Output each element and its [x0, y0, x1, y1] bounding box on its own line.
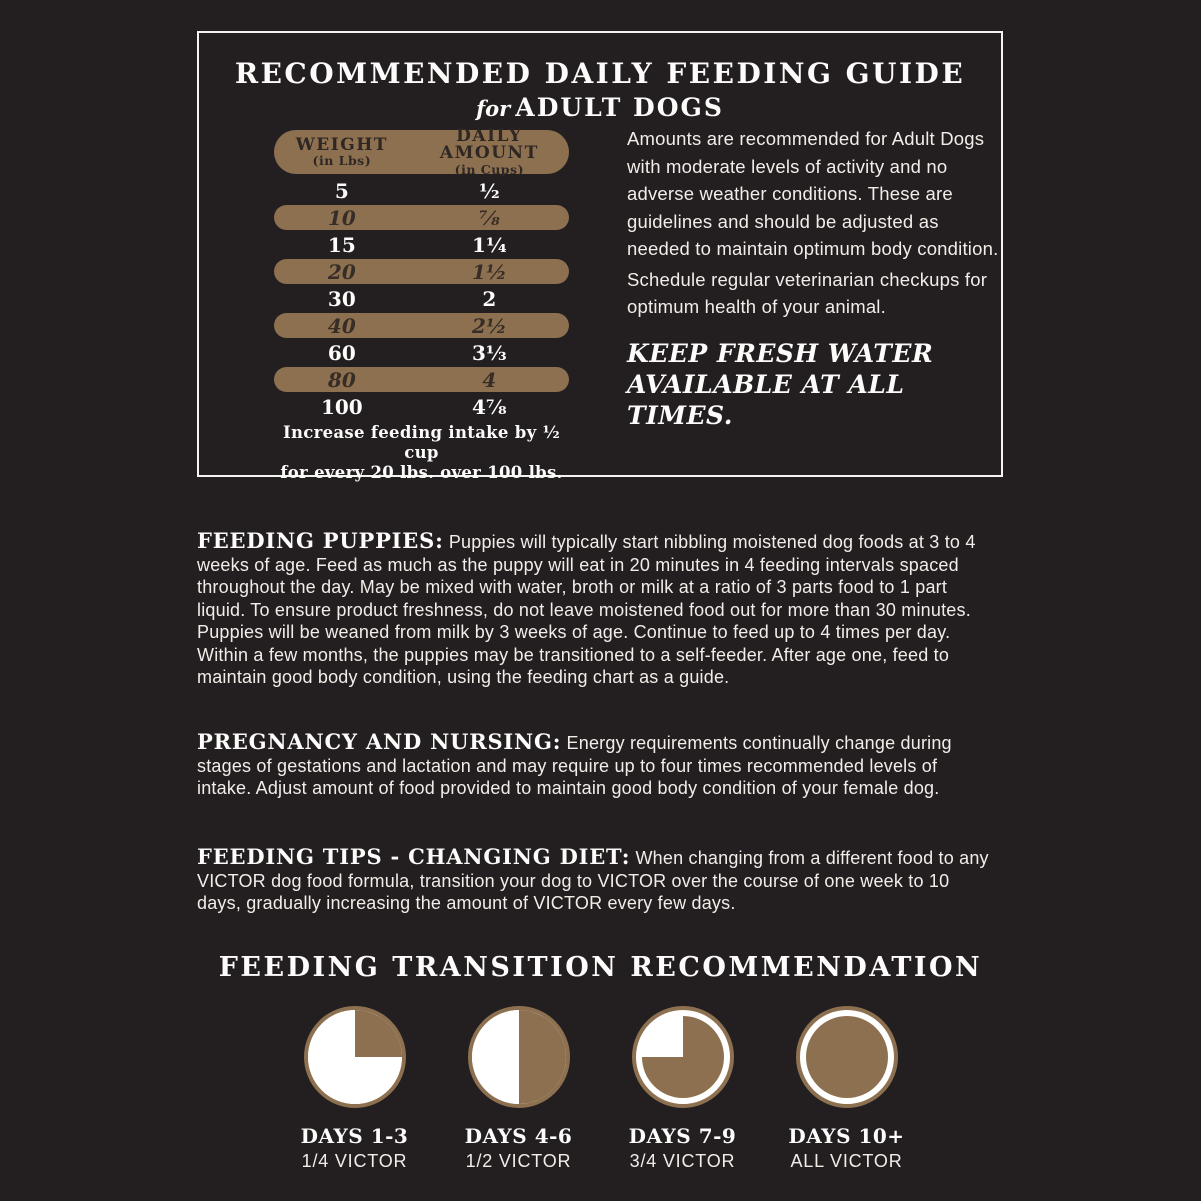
step-amount-label: 1/2 VICTOR — [465, 1151, 572, 1171]
table-row: 20 1½ — [274, 259, 569, 284]
transition-step — [444, 1006, 594, 1172]
feeding-table-header — [274, 125, 569, 178]
transition-step — [608, 1006, 758, 1172]
table-row: 15 1¼ — [327, 232, 507, 257]
fresh-water-notice: KEEP FRESH WATER AVAILABLE AT ALL TIMES. — [627, 338, 934, 430]
feeding-table — [274, 125, 569, 420]
daily-feeding-guide-box — [197, 31, 1003, 482]
table-row: 5 ½ — [334, 178, 500, 203]
feeding-tips-body: When changing from a different food to any VICTOR dog food formula, transition your dog to VICTOR over the course of one week to 10 days, gradually increasing the amount of VICTOR every few days. — [197, 848, 989, 913]
guide-title: RECOMMENDED DAILY FEEDING GUIDE — [234, 57, 966, 90]
step-amount-label: ALL VICTOR — [790, 1151, 903, 1171]
pregnancy-nursing-section — [197, 731, 995, 800]
feeding-tips-section — [197, 846, 995, 915]
daily-amount-column-header: DAILY AMOUNT (in Cups) — [439, 125, 539, 178]
step-days-label: DAYS 4-6 — [464, 1124, 573, 1148]
transition-title: FEEDING TRANSITION RECOMMENDATION — [218, 952, 983, 983]
over-100lbs-note: Increase feeding intake by ½ cup for every 20 lbs. over 100 lbs. — [280, 423, 563, 482]
step-days-label: DAYS 1-3 — [300, 1124, 409, 1148]
table-row: 80 4 — [274, 367, 569, 392]
guide-subtitle-for: for — [476, 96, 511, 121]
feeding-puppies-body: Puppies will typically start nibbling moistened dog foods at 3 to 4 weeks of age. Feed as much as the puppy will eat in 20 minutes in 4 feeding intervals spaced throughout the day. May be mixed with water, broth or milk at a ratio of 3 parts food to 1 part liquid. To ensure product freshness, do not leave moistened food out for more than 30 minutes. Puppies will be weaned from milk by 3 weeks of age. Continue to feed up to 4 times per day. Within a few months, the puppies may be transitioned to a self-feeder. After age one, feed to maintain good body condition, using the feeding chart as a guide. — [197, 532, 976, 687]
pie-chart-half-icon — [468, 1006, 570, 1108]
pregnancy-nursing-heading: PREGNANCY AND NURSING: — [197, 729, 562, 754]
table-row: 60 3⅓ — [327, 340, 507, 365]
transition-step — [280, 1006, 430, 1172]
guide-subtitle — [199, 93, 1001, 122]
feeding-puppies-heading: FEEDING PUPPIES: — [197, 528, 444, 553]
veterinarian-checkups-text: Schedule regular veterinarian checkups for optimum health of your animal. — [627, 268, 988, 317]
pie-chart-full-icon — [796, 1006, 898, 1108]
amounts-recommendation-text: Amounts are recommended for Adult Dogs with moderate levels of activity and no adverse weather conditions. These are guidelines and should be adjusted as needed to maintain optimum body condition. — [627, 128, 999, 259]
guide-info-column — [627, 125, 999, 431]
step-amount-label: 3/4 VICTOR — [629, 1151, 736, 1171]
feeding-table-body — [274, 177, 569, 420]
pie-chart-quarter-icon — [304, 1006, 406, 1108]
feeding-tips-heading: FEEDING TIPS - CHANGING DIET: — [197, 844, 631, 869]
pie-chart-three-quarter-icon — [632, 1006, 734, 1108]
feeding-puppies-section — [197, 530, 995, 689]
step-days-label: DAYS 7-9 — [628, 1124, 737, 1148]
table-row: 30 2 — [327, 286, 497, 311]
table-row: 100 4⅞ — [320, 394, 507, 419]
table-row: 10 ⅞ — [274, 205, 569, 230]
transition-steps — [0, 1006, 1201, 1172]
transition-step — [772, 1006, 922, 1172]
guide-subtitle-adult-dogs: ADULT DOGS — [515, 93, 724, 122]
step-days-label: DAYS 10+ — [788, 1124, 905, 1148]
step-amount-label: 1/4 VICTOR — [301, 1151, 408, 1171]
table-row: 40 2½ — [274, 313, 569, 338]
pregnancy-nursing-body: Energy requirements continually change during stages of gestations and lactation and may require up to four times recommended levels of intake. Adjust amount of food provided to maintain good body condition of your female dog. — [197, 733, 952, 798]
weight-column-header: WEIGHT (in Lbs) — [295, 134, 388, 169]
